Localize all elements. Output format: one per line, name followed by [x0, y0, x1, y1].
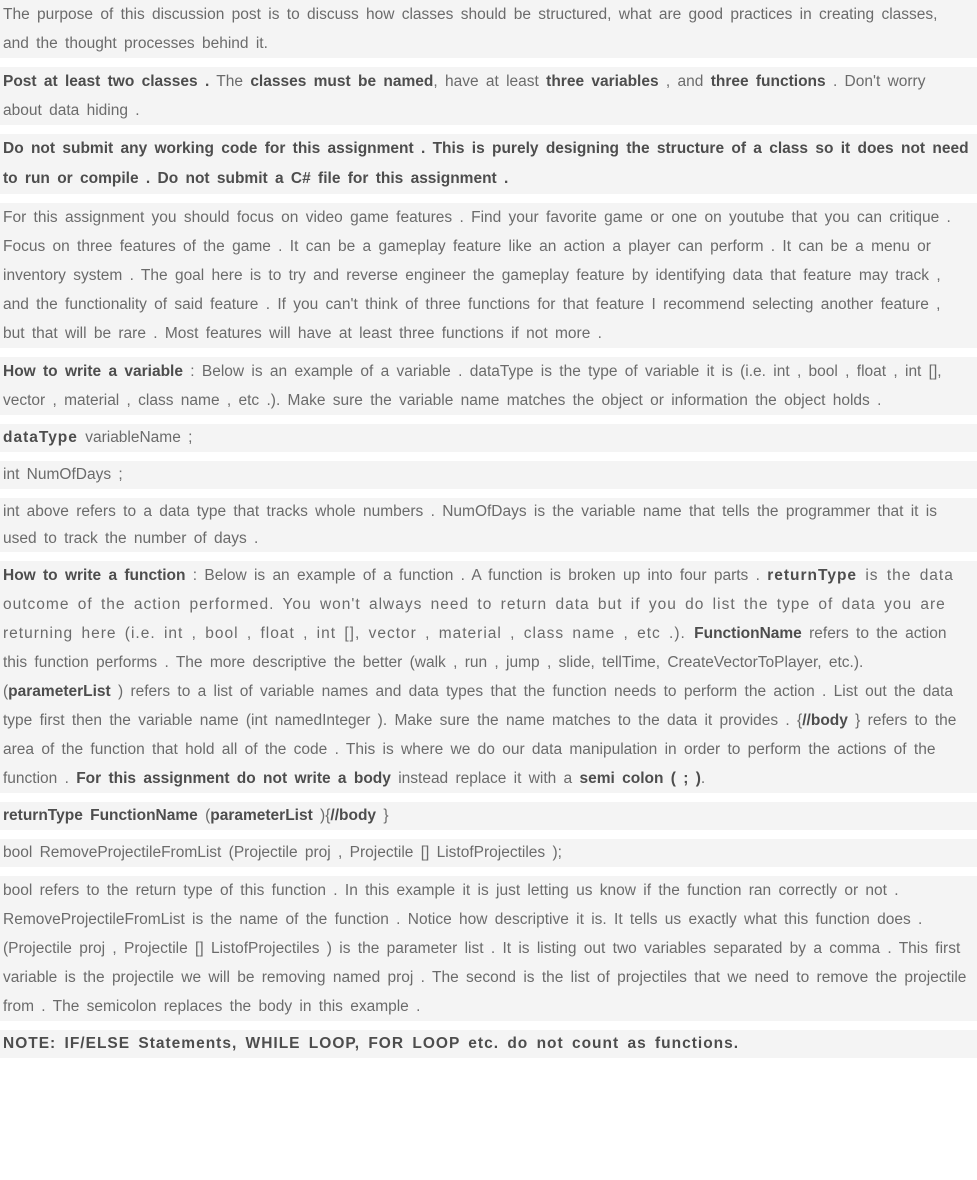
function-explanation-paragraph: bool refers to the return type of this function . In this example it is just letting us know if the function ran correctly or not . RemoveProjectileFromList is the name of the function . Notice how descriptive it is. It tells us exactly what this function does . (Projectile proj , Projectile [] ListofProjectiles ) is the parameter list . It is listing out two variables separated by a comma . This first variable is the projectile we will be removing named proj . The second is the list of projectiles that we need to remove the projectile from . The semicolon replaces the body in this example . [0, 876, 977, 1021]
function-howto-text: refers to the action this function performs . The more descriptive the better (walk , run , jump , slide, tellTime, CreateVectorToPlayer, etc.). ( [3, 625, 947, 700]
variable-howto-paragraph [0, 357, 977, 415]
function-howto-text: ) refers to a list of variable names and data types that the function needs to perform the action . List out the data type first then the variable name (int namedInteger ). Make sure the name matches to the data it provides . { [3, 683, 953, 729]
function-signature-term: returnType FunctionName [3, 807, 198, 824]
requirement-text: , have at least [433, 73, 547, 90]
variable-syntax-example [0, 424, 977, 452]
function-howto-paragraph [0, 561, 977, 793]
variable-howto-text: : Below is an example of a variable . dataType is the type of variable it is (i.e. int , bool , float , int [], vector , material , class name , etc .). Make sure the variable name matches the object or information the object holds . [3, 363, 942, 409]
function-howto-heading: How to write a function [3, 567, 186, 584]
parameterlist-term: parameterList [8, 683, 111, 700]
body-term: //body [802, 712, 848, 729]
requirement-text: . Don't worry about data hiding . [3, 73, 926, 119]
assignment-focus-paragraph: For this assignment you should focus on video game features . Find your favorite game or one on youtube that you can critique . Focus on three features of the game . It can be a gameplay feature like an action a player can perform . It can be a menu or inventory system . The goal here is to try and reverse engineer the gameplay feature by identifying data that feature may track , and the functionality of said feature . If you can't think of three functions for that feature I recommend selecting another feature , but that will be rare . Most features will have at least three functions if not more . [0, 203, 977, 348]
no-body-instruction: For this assignment do not write a body [76, 770, 391, 787]
function-howto-text: is the data outcome of the action performed. You won't always need to return data but if you do list the type of data you are returning here (i.e. int , bool , float , int [], vector , material , class name , etc .). [3, 567, 954, 642]
function-howto-text: . [700, 770, 706, 787]
function-howto-text: : Below is an example of a function . A function is broken up into four parts . [185, 567, 768, 584]
function-syntax-text: } [376, 807, 389, 824]
returntype-term: returnType [767, 567, 858, 584]
requirement-three-functions: three functions [710, 73, 826, 90]
variable-name-text: variableName ; [77, 429, 193, 446]
function-howto-text: } refers to the area of the function that hold all of the code . This is where we do our data manipulation in order to perform the actions of the function . [3, 712, 957, 787]
requirement-text: The [209, 73, 251, 90]
variable-howto-heading: How to write a variable [3, 363, 183, 380]
function-syntax-example [0, 802, 977, 830]
function-howto-text: instead replace it with a [390, 770, 580, 787]
requirement-post-two-classes: Post at least two classes . [3, 73, 210, 90]
no-code-warning: Do not submit any working code for this assignment . This is purely designing the structure of a class so it does not need to run or compile . Do not submit a C# file for this assignment . [0, 134, 977, 194]
requirement-text: , and [658, 73, 711, 90]
body-term: //body [330, 807, 377, 824]
note-paragraph: NOTE: IF/ELSE Statements, WHILE LOOP, FOR LOOP etc. do not count as functions. [0, 1030, 977, 1058]
function-syntax-text: ){ [312, 807, 331, 824]
requirements-paragraph [0, 67, 977, 125]
functionname-term: FunctionName [694, 625, 802, 642]
semicolon-term: semi colon ( ; ) [579, 770, 701, 787]
requirement-classes-named: classes must be named [250, 73, 434, 90]
datatype-keyword: dataType [3, 429, 78, 446]
function-syntax-text: ( [197, 807, 211, 824]
variable-explanation-paragraph: int above refers to a data type that tracks whole numbers . NumOfDays is the variable name that tells the programmer that it is used to track the number of days . [0, 498, 977, 552]
variable-example: int NumOfDays ; [0, 461, 977, 489]
function-example: bool RemoveProjectileFromList (Projectile proj , Projectile [] ListofProjectiles ); [0, 839, 977, 867]
requirement-three-variables: three variables [546, 73, 659, 90]
parameterlist-term: parameterList [210, 807, 313, 824]
intro-paragraph: The purpose of this discussion post is to discuss how classes should be structured, what are good practices in creating classes, and the thought processes behind it. [0, 0, 977, 58]
